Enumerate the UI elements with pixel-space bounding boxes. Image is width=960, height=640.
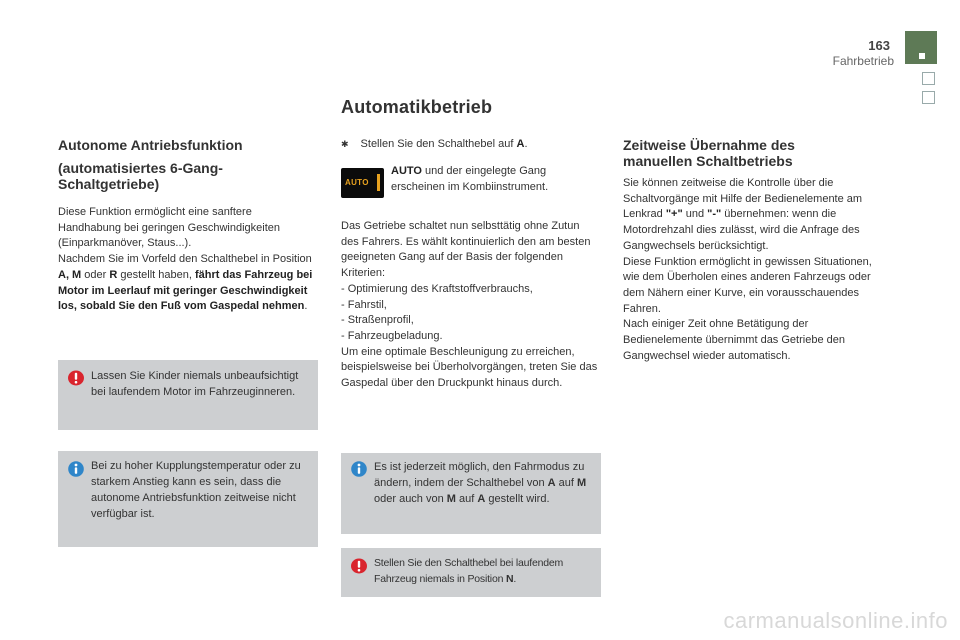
info-note-clutch <box>58 451 318 547</box>
text-run: auf <box>455 493 478 505</box>
text-bold: M <box>446 493 456 505</box>
gear-indicator-bar <box>377 174 380 191</box>
info-icon <box>68 461 84 477</box>
text-run: . <box>524 138 528 150</box>
left-paragraph-2 <box>58 252 314 315</box>
text-bold: N <box>505 573 514 585</box>
section-title: Automatikbetrieb <box>341 97 493 117</box>
text-bold: M <box>577 477 587 489</box>
text-run: Sie können zeitweise die Kontrolle über die Schaltvorgänge mit Hilfe der Bedienelemente am Lenkrad <box>623 177 863 221</box>
chapter-title: Fahrbetrieb <box>832 54 894 68</box>
left-paragraph-1: Diese Funktion ermöglicht eine sanftere Handhabung bei geringen Geschwindigkeiten (Einparkmanöver, Staus...). <box>58 206 280 250</box>
left-subheading-1: (automatisiertes 6-Gang- <box>58 160 223 176</box>
list-item: - Straßenprofil, <box>341 313 599 329</box>
warning-icon <box>68 370 84 386</box>
list-item: - Fahrzeugbeladung. <box>341 329 599 345</box>
text-bold: "+" <box>665 208 683 221</box>
right-paragraph-3: Nach einiger Zeit ohne Betätigung der Bedienelemente übernimmt das Getriebe den Gangwechsel wieder automatisch. <box>623 318 845 362</box>
middle-body <box>341 219 599 392</box>
list-item: - Fahrstil, <box>341 298 599 314</box>
step-bullet-icon: ✱ <box>341 139 349 149</box>
text-run: übernehmen: wenn die Motordrehzahl dies zulässt, wird die Anfrage des Gangwechsels berücksichtigt. <box>623 208 860 252</box>
text-run: . <box>513 573 517 585</box>
text-run: und <box>682 208 708 221</box>
criteria-list <box>341 282 599 345</box>
right-heading-1: Zeitweise Übernahme des <box>623 137 795 153</box>
info-icon <box>351 461 367 477</box>
warning-note-children <box>58 360 318 430</box>
info-text: Bei zu hoher Kupplungstemperatur oder zu starkem Anstieg kann es sein, dass die autonome Antriebsfunktion zeitweise nicht verfügbar ist. <box>91 460 301 520</box>
page-number: 163 <box>868 38 890 53</box>
warning-text <box>374 555 596 587</box>
right-body <box>623 176 885 364</box>
info-text <box>374 459 596 507</box>
text-run: und der eingelegte Gang erscheinen im Kombiinstrument. <box>391 165 549 193</box>
text-run: auf <box>555 477 578 489</box>
right-paragraph-2: Diese Funktion ermöglicht in gewissen Situationen, wie dem Überholen eines anderen Fahrzeugs oder dem Nähern einer Kurve, ein vorausschauendes Fahren. <box>623 255 872 315</box>
text-run: Stellen Sie den Schalthebel bei laufendem Fahrzeug niemals in Position <box>374 557 564 585</box>
auto-description <box>391 164 597 195</box>
tab-box-icon <box>922 72 935 85</box>
step-line <box>341 137 601 153</box>
warning-text: Lassen Sie Kinder niemals unbeaufsichtigt bei laufendem Motor im Fahrzeuginneren. <box>91 370 299 398</box>
chapter-tab <box>905 31 937 64</box>
text-bold: fährt das Fahrzeug bei Motor im Leerlauf mit geringer Geschwindigkeit los, sobald Sie den Fuß vom Gaspedal nehmen <box>58 268 313 313</box>
text-run: . <box>304 300 308 313</box>
left-subheading-2: Schaltgetriebe) <box>58 176 160 192</box>
list-item: - Optimierung des Kraftstoffverbrauchs, <box>341 282 599 298</box>
text-bold: R <box>109 268 118 281</box>
text-run: gestellt wird. <box>485 493 550 505</box>
middle-paragraph-1: Das Getriebe schaltet nun selbsttätig ohne Zutun des Fahrers. Es wählt kontinuierlich den am besten geeigneten Gang auf der Basis der folgenden Kriterien: <box>341 220 591 280</box>
text-run: oder auch von <box>374 493 447 505</box>
text-bold: A <box>477 493 486 505</box>
text-run: Es ist jederzeit möglich, den Fahrmodus zu ändern, indem der Schalthebel von <box>374 461 585 489</box>
left-body <box>58 205 314 315</box>
warning-note-neutral <box>341 548 601 597</box>
text-bold: AUTO <box>391 165 422 177</box>
text-bold: A <box>516 138 525 150</box>
middle-paragraph-2: Um eine optimale Beschleunigung zu erreichen, beispielsweise bei Überholvorgängen, treten Sie das Gaspedal über den Druckpunkt hinaus durch. <box>341 345 598 390</box>
text-run: gestellt haben, <box>117 268 195 281</box>
text-run: Nachdem Sie im Vorfeld den Schalthebel in Position <box>58 253 312 266</box>
text-run: Stellen Sie den Schalthebel auf <box>360 138 517 150</box>
info-note-mode-change <box>341 453 601 534</box>
right-paragraph-1 <box>623 176 885 255</box>
left-heading: Autonome Antriebsfunktion <box>58 137 243 153</box>
warning-icon <box>351 558 367 574</box>
text-run: oder <box>81 268 110 281</box>
watermark: carmanualsonline.info <box>723 608 948 633</box>
text-bold: A <box>547 477 556 489</box>
instrument-auto-display <box>341 168 384 198</box>
tab-marker-icon <box>919 53 925 59</box>
text-bold: "-" <box>707 208 722 221</box>
auto-display-label: AUTO <box>345 178 369 187</box>
text-bold: A, M <box>58 268 82 281</box>
tab-box-icon <box>922 91 935 104</box>
right-heading-2: manuellen Schaltbetriebs <box>623 153 793 169</box>
